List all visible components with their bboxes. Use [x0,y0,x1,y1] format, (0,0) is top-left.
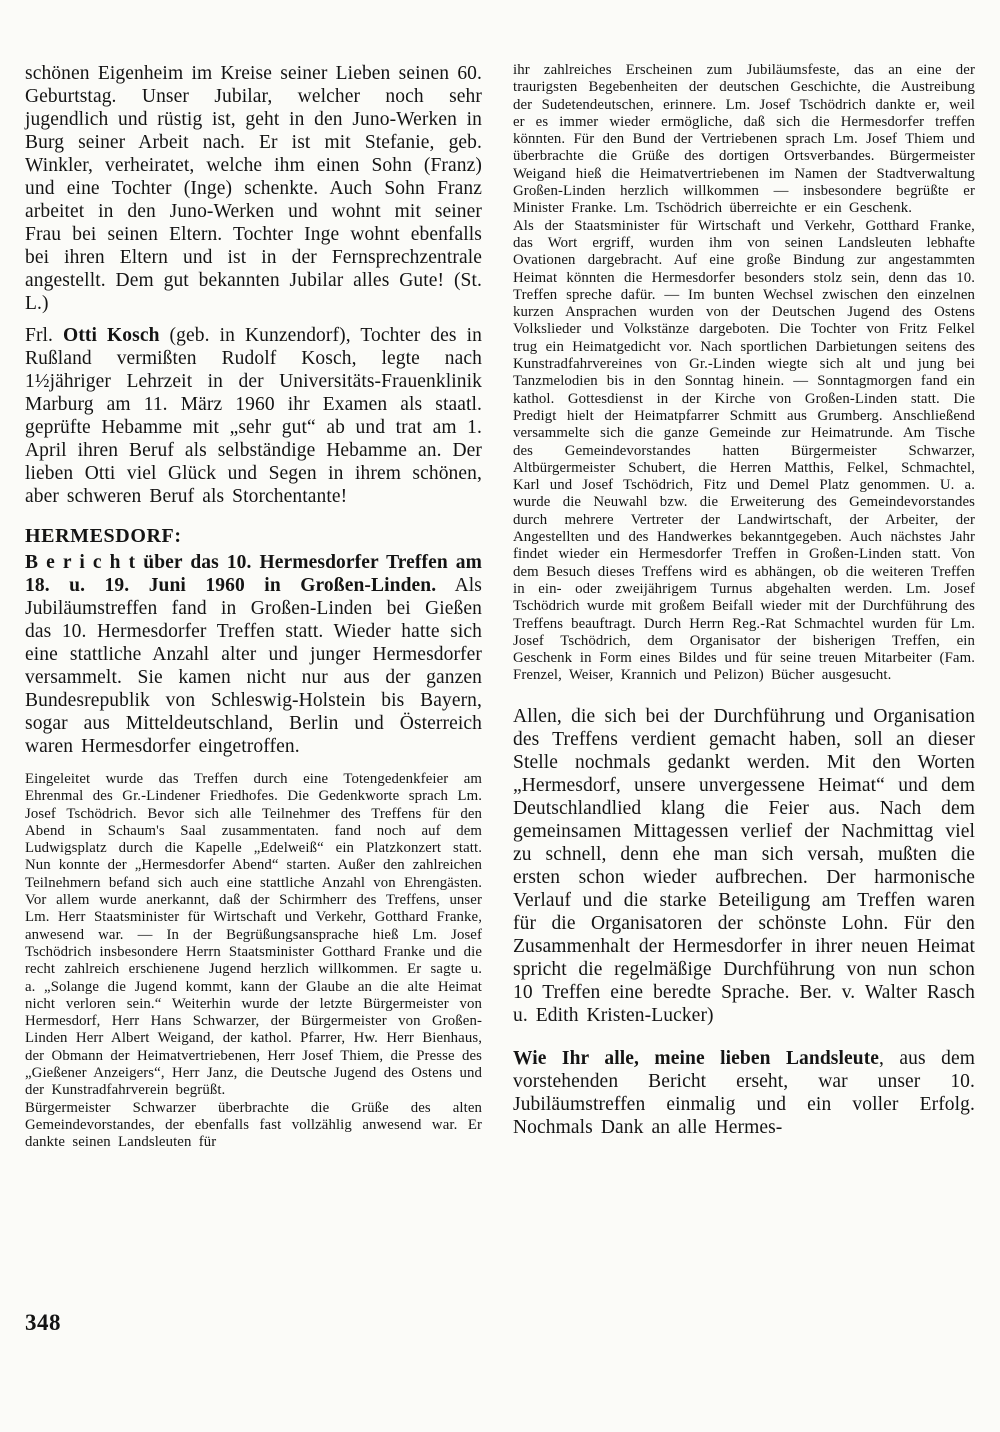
bold-lead: Wie Ihr alle, meine lieben Landsleute [513,1047,880,1069]
left-column [25,62,482,1152]
paragraph-thanks: Allen, die sich bei der Durchführung und Organisation des Treffens verdient gemacht haben, soll an dieser Stelle nochmals gedankt werden. Mit den Worten „Hermesdorf, unsere unvergessene Heimat“ und dem Deutschlandlied klang die Feier aus. Nach dem gemeinsamen Mittagessen verlief der Nachmittag viel zu schnell, denn ehe man sich versah, mußten die ersten schon wieder aufbrechen. Der harmonische Verlauf und die starke Beteiligung am Treffen waren für die Organisatoren der schönste Lohn. Für den Zusammenhalt der Hermesdorfer in ihrer neuen Heimat spricht die regelmäßige Durchführung von nun schon 10 Treffen eine beredte Sprache. Ber. v. Walter Rasch u. Edith Kristen-Lucker) [513,705,975,1026]
paragraph-report-detail: Als der Staatsminister für Wirtschaft und Verkehr, Gotthard Franke, das Wort ergriff, wurden ihm von seinen Landsleuten lebhafte Ovationen dargebracht. Auf eine große Bindung zur angestammten Heimat könnten die Hermesdorfer besonders stolz sein, denn das 10. Treffen spreche dafür. — Im bunten Wechsel zwischen den einzelnen kurzen Ansprachen wurden von der Deutschen Jugend des Ostens Volkslieder und Volkstänze dargeboten. Die Tochter von Fritz Felkel trug ein Heimatgedicht vor. Nach sportlichen Darbietungen seitens des Kunstradfahrvereines von Gr.-Linden wiegte sich alt und jung bei Tanzmelodien bis in den Sonntag hinein. — Sonntagmorgen fand ein kathol. Gottesdienst in der Kirche von Großen-Linden statt. Die Predigt hielt der Heimatpfarrer Schmitt aus Grumberg. Anschließend versammelte sich die ganze Gemeinde zur Heimatrunde. Am Tische des Gemeindevorstandes hatten Bürgermeister Schwarzer, Altbürgermeister Schubert, die Herren Matthis, Felkel, Schmachtel, Karl und Josef Tschödrich, Fitz und Demel Platz genommen. U. a. wurde die Neuwahl bzw. die Erweiterung des Gemeindevorstandes durch mehrere Vertreter der Landwirtschaft, der Arbeiter, der Angestellten und des Handwerkes bekanntgegeben. Auch nächstes Jahr findet wieder ein Hermesdorfer Treffen in Großen-Linden statt. Von dem Besuch dieses Treffens wird es abhängen, ob die weiteren Treffen in ein- oder zweijährigem Turnus abgehalten werden. Lm. Josef Tschödrich wurde mit großem Beifall wieder mit der Durchführung des Treffens beauftragt. Durch Herrn Reg.-Rat Schmachtel wurden für Lm. Josef Tschödrich, dem Organisator der bisherigen Treffen, ein Geschenk in Form eines Bildes und für seine treuen Mitarbeiter (Fam. Frenzel, Weiser, Krannich und Pelizon) Bücher ausgesucht. [513,217,975,684]
paragraph-report-detail: ihr zahlreiches Erscheinen zum Jubiläumsfeste, das an eine der traurigsten Begebenheiten der deutschen Geschichte, die Austreibung der Sudetendeutschen, erinnere. Lm. Josef Tschödrich dankte er, weil er es immer wieder ermögliche, daß sich die Hermesdorfer treffen könnten. Für den Bund der Vertriebenen sprach Lm. Josef Thiem und überbrachte die Grüße des dortigen Ortsverbandes. Bürgermeister Weigand hieß die Heimatvertriebenen im Namen der Stadtverwaltung Großen-Linden herzlich willkommen — insbesondere begrüßte er Minister Franke. Lm. Tschödrich überreichte er ein Geschenk. [513,62,975,217]
paragraph-closing [513,1047,975,1139]
paragraph-report-detail: Eingeleitet wurde das Treffen durch eine Totengedenkfeier am Ehrenmal des Gr.-Lindener Friedhofes. Die Gedenkworte sprach Lm. Josef Tschödrich. Bevor sich alle Teilnehmer des Treffens für den Abend in Schaum's Saal zusammentaten. fand noch auf dem Ludwigsplatz durch die Kapelle „Edelweiß“ ein Platzkonzert statt. Nun konnte der „Hermesdorfer Abend“ starten. Außer den zahlreichen Teilnehmern befand sich auch eine stattliche Anzahl von Ehrengästen. Vor allem wurde anerkannt, daß der Schirmherr des Treffens, unser Lm. Herr Staatsminister für Wirtschaft und Verkehr, Gotthard Franke, anwesend war. — In der Begrüßungsansprache hieß Lm. Josef Tschödrich insbesondere Herrn Staatsminister Gotthard Franke und die recht zahlreich erschienene Jugend herzlich willkommen. Er sagte u. a. „Solange die Jugend kommt, kann der Glaube an die alte Heimat nicht verloren sein.“ Weiterhin wurde der letzte Bürgermeister von Hermesdorf, Herr Hans Schwarzer, der Bürgermeister von Großen-Linden Herr Albert Weigand, der kathol. Pfarrer, Hw. Herr Bienhaus, der Obmann der Heimatvertriebenen, Herr Josef Thiem, die Presse des „Gießener Anzeigers“, Herr Janz, die Deutsche Jugend des Ostens und der Kunstradfahrverein begrüßt. [25,771,482,1099]
paragraph-text: Als Jubiläumstreffen fand in Großen-Linden bei Gießen das 10. Hermesdorfer Treffen statt. Wieder hatte sich eine stattliche Anzahl alter und junger Hermesdorfer versammelt. Sie kamen nicht nur aus der ganzen Bundesrepublik von Schleswig-Holstein bis Bayern, sogar aus Mitteldeutschland, Berlin und Österreich waren Hermesdorfer eingetroffen. [25,575,482,757]
person-name-bold: Otti Kosch [63,325,160,346]
page-number: 348 [25,1310,61,1335]
right-column [513,62,975,1139]
paragraph-text: (geb. in Kunzendorf), Tochter des in Rußland vermißten Rudolf Kosch, legte nach 1½jähriger Lehrzeit in der Universitäts-Frauenklinik Marburg am 11. März 1960 ihr Examen als staatl. geprüfte Hebamme mit „sehr gut“ ab und trat am 1. April ihren Beruf als selbständige Hebamme an. Der lieben Otti viel Glück und Segen in ihrem schönen, aber schweren Beruf als Storchentante! [25,325,482,507]
section-heading-hermesdorf: HERMESDORF: [25,525,182,547]
paragraph-text: , aus dem vorstehenden Bericht erseht, war unser 10. Jubiläumstreffen einmalig und ein voller Erfolg. Nochmals Dank an alle Hermes- [513,1047,975,1138]
paragraph-text: Frl. [25,325,64,346]
bold-lead: B e r i c h t über das 10. Hermesdorfer Treffen am 18. u. 19. Juni 1960 in Großen-Linden. [25,552,482,596]
paragraph-otti-kosch [25,324,482,508]
paragraph-report-detail: Bürgermeister Schwarzer überbrachte die Grüße des alten Gemeindevorstandes, der ebenfalls fast vollzählig anwesend war. Er dankte seinen Landsleuten für [25,1099,482,1151]
paragraph-birthday-notice: schönen Eigenheim im Kreise seiner Lieben seinen 60. Geburtstag. Unser Jubilar, welcher noch sehr jugendlich und rüstig ist, geht in den Juno-Werken in Burg seiner Arbeit nach. Er ist mit Stefanie, geb. Winkler, verheiratet, welche ihm einen Sohn (Franz) und eine Tochter (Inge) schenkte. Auch Sohn Franz arbeitet in den Juno-Werken und wohnt mit seiner Frau bei seinen Eltern. Tochter Inge wohnt ebenfalls bei ihren Eltern und ist in der Fernsprechzentrale angestellt. Dem gut bekannten Jubilar alles Gute! (St. L.) [25,63,482,314]
paragraph-bericht-intro [25,551,482,758]
